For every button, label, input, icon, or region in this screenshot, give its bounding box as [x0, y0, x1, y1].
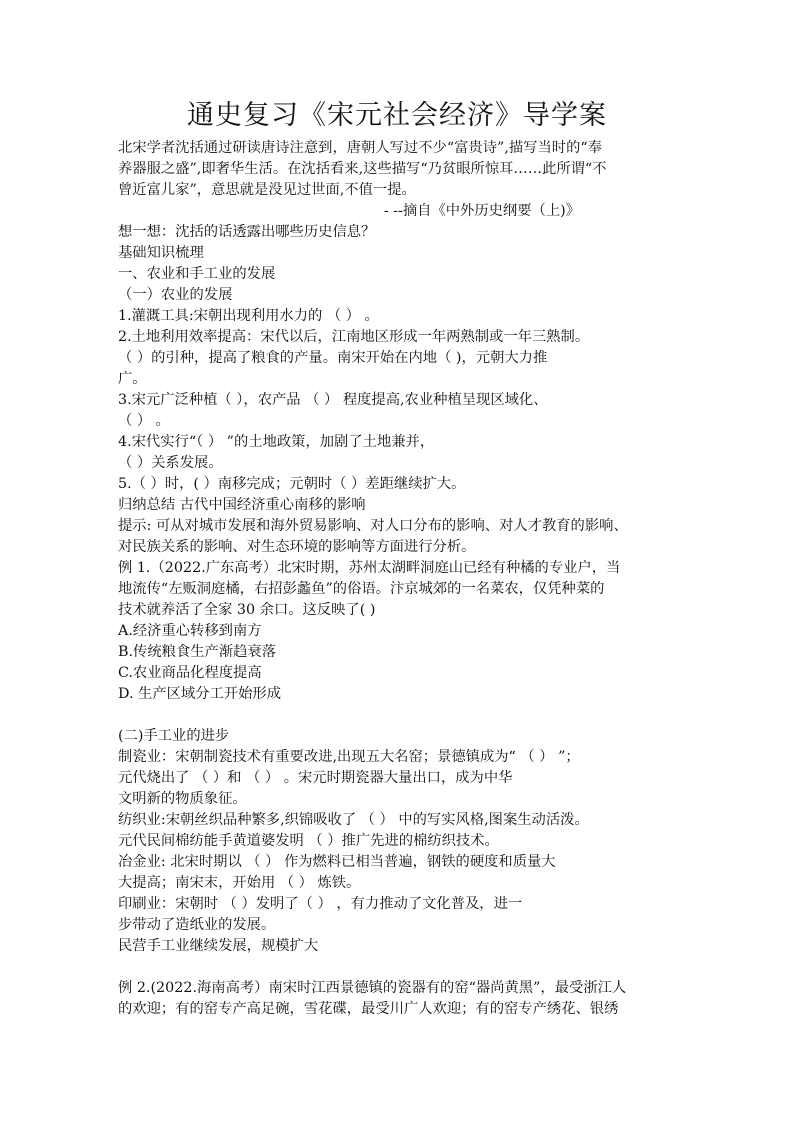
text-line: 2.土地利用效率提高：宋代以后，江南地区形成一年两熟制或一年三熟制。	[118, 329, 590, 345]
section-heading: 一、农业和手工业的发展	[118, 266, 276, 282]
text-line: 3.宋元广泛种植（ ），农产品 （ ） 程度提高,农业种植呈现区域化、	[118, 392, 548, 408]
text-line: 民营手工业继续发展，规模扩大	[118, 938, 319, 954]
text-line: 广。	[118, 371, 147, 387]
text-line: 印刷业：宋朝时 （ ）发明了（ ） ，有力推动了文化普及，进一	[118, 896, 523, 912]
blank-line	[118, 705, 688, 726]
text-line: 元代民间棉纺能手黄道婆发明 （ ）推广先进的棉纺织技术。	[118, 833, 499, 849]
question-line: 想一想：沈括的话透露出哪些历史信息？	[118, 224, 376, 240]
text-line: 步带动了造纸业的发展。	[118, 917, 276, 933]
text-line: 制瓷业：宋朝制瓷技术有重要改进,出现五大名窑；景德镇成为“ （ ） ”；	[118, 749, 580, 765]
text-line: （ ）的引种，提高了粮食的产量。南宋开始在内地（ )，元朝大力推	[118, 350, 548, 366]
intro-line: 北宋学者沈括通过研读唐诗注意到，唐朝人写过不少“富贵诗”,描写当时的“奉	[118, 140, 602, 156]
text-line: 纺织业:宋朝丝织品种繁多,织锦吸收了 （ ） 中的写实风格,图案生动活泼。	[118, 812, 589, 828]
option-c: C.农业商品化程度提高	[118, 665, 262, 681]
intro-line: 曾近富儿家”，意思就是没见过世面,不值一提。	[118, 182, 416, 198]
example-line: 例 1.（2022.广东高考）北宋时期，苏州太湖畔洞庭山已经有种橘的专业户，当	[118, 560, 621, 576]
text-line: 5.（ ）时，( ）南移完成；元朝时（ ）差距继续扩大。	[118, 476, 466, 492]
section-heading: 基础知识梳理	[118, 245, 204, 261]
hint-line: 提示: 可从对城市发展和海外贸易影响、对人口分布的影响、对人才教育的影响、	[118, 518, 628, 534]
text-line: （ ） 。	[118, 413, 170, 429]
page-title: 通史复习《宋元社会经济》导学案	[187, 100, 607, 131]
text-line: 文明新的物质象征。	[118, 791, 247, 807]
text-line: 元代烧出了 （ ）和 （ ） 。宋元时期瓷器大量出口，成为中华	[118, 770, 513, 786]
text-line: 4.宋代实行“（ ） ”的土地政策，加剧了土地兼并，	[118, 434, 435, 450]
text-line: 1.灌溉工具:宋朝出现利用水力的 （ ） 。	[118, 308, 379, 324]
hint-line: 对民族关系的影响、对生态环境的影响等方面进行分析。	[118, 539, 476, 555]
document-body	[118, 138, 688, 1020]
subsection-heading: （一）农业的发展	[118, 287, 233, 303]
text-line: 冶金业: 北宋时期以 （ ） 作为燃料已相当普遍，钢铁的硬度和质量大	[118, 854, 556, 870]
example-line: 的欢迎；有的窑专产高足碗，雪花碟，最受川广人欢迎；有的窑专产绣花、银绣	[118, 1001, 619, 1017]
example-line: 技术就养活了全家 30 余口。这反映了( )	[118, 602, 376, 618]
text-line: 大提高；南宋末，开始用 （ ） 炼铁。	[118, 875, 361, 891]
option-d: D. 生产区域分工开始形成	[118, 686, 282, 702]
example-line: 例 2.(2022.海南高考）南宋时江西景德镇的瓷器有的窑“器尚黄黑”，最受浙江人	[118, 980, 627, 996]
example-line: 地流传“左贩洞庭橘，右招彭蠡鱼”的俗语。汴京城郊的一名菜农，仅凭种菜的	[118, 581, 605, 597]
text-line: （ ）关系发展。	[118, 455, 223, 471]
blank-line	[118, 957, 688, 978]
subsection-heading: (二)手工业的进步	[118, 728, 230, 744]
source-citation: - --摘自《中外历史纲要（上)》	[383, 203, 580, 219]
intro-line: 养器服之盛”,即奢华生活。在沈括看来,这些描写“乃贫眼所惊耳……此所谓“不	[118, 161, 607, 177]
option-b: B.传统粮食生产渐趋衰落	[118, 644, 277, 660]
option-a: A.经济重心转移到南方	[118, 623, 262, 639]
summary-heading: 归纳总结 古代中国经济重心南移的影响	[118, 497, 366, 513]
